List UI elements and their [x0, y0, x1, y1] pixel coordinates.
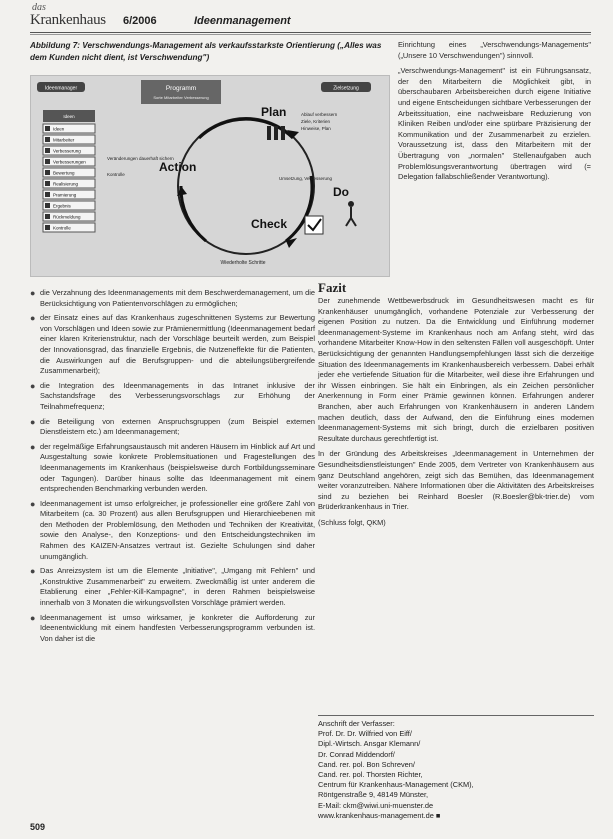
- bullet-icon: ●: [30, 380, 36, 391]
- bullet-icon: ●: [30, 612, 36, 623]
- list-bullet-icon: [45, 148, 50, 153]
- list-bullet-icon: [45, 214, 50, 219]
- stage-do: Do: [333, 185, 349, 199]
- pdca-figure: [30, 75, 390, 277]
- action-note-1: Veränderungen dauerhaft sichern: [107, 156, 174, 161]
- bullet-text: der regelmäßige Erfahrungsaustausch mit anderen Häusern im Hinblick auf Art und Ausgestaltung sowie konkrete Problemsituationen und Fragestellungen des Ideenmanagements im Krankenhaus (beispielsweise durch Fortbildungsseminare oder Tagungen). Darüber hinaus sollte das Ideenmanagement mit einem entsprechenden Benchmarking verbunden werden.: [40, 441, 315, 494]
- list-row-label: Ideen: [53, 126, 65, 132]
- author-line: Dr. Conrad Middendorf/: [318, 749, 395, 759]
- issue-number: 6/2006: [123, 15, 157, 27]
- paragraph: In der Gründung des Arbeitskreises „Ideenmanagement in Unternehmen der Gesundheitsdienstleistungen" Ende 2005, dem Vertreter von Krankenhäusern aus ganz Deutschland angehören, zeigt sich das Bemühen, das Ideenmanagement weiter voranzutreiben. Nähere Informationen über die Aktivitäten des Arbeitskreises sind zu beziehen bei Reinhard Boesler (R.Boesler@bk-trier.de) vom Brüderkrankenhaus in Trier.: [318, 449, 594, 512]
- author-line: Dipl.-Wirtsch. Ansgar Klemann/: [318, 739, 421, 749]
- list-row-label: Pramierung: [53, 192, 77, 198]
- bullet-icon: ●: [30, 498, 36, 509]
- bullet-text: Das Anreizsystem ist um die Elemente „Initiative", „Umgang mit Fehlern" und „Konstruktive Zusammenarbeit" zu erweitern. Zweckmäßig ist unter anderem die Etablierung einer „Fehler-Kill-Kampagne", in deren Rahmen beispielsweise innerhalb von 3 Monaten die wirkungsvollsten Vorschläge prämiert werden.: [40, 566, 315, 608]
- bullet-item: [30, 417, 315, 438]
- list-bullet-icon: [45, 137, 50, 142]
- list-bullet-icon: [45, 203, 50, 208]
- author-line: Anschrift der Verfasser:: [318, 719, 395, 728]
- list-bullet-icon: [45, 192, 50, 197]
- author-address-block: [318, 715, 594, 821]
- right-column-top: [398, 40, 591, 188]
- program-box: [141, 80, 221, 104]
- person-icon: [348, 201, 354, 207]
- list-row-label: Ergebnis: [53, 203, 71, 209]
- zielsetzung-label: Zielsetzung: [333, 85, 359, 92]
- page-number: 509: [30, 822, 46, 832]
- bullet-text: die Integration des Ideenmanagements in das Intranet inklusive der Sachstandsfrage des Verbesserungsvorschlags zur Erhöhung der Teilnahmefrequenz;: [40, 380, 315, 411]
- do-note: Umsetzung, Verbesserung: [279, 176, 333, 181]
- bullet-item: [30, 613, 315, 645]
- list-header: Ideen: [63, 114, 75, 119]
- bullet-item: [30, 381, 315, 413]
- pdca-diagram: [31, 76, 389, 276]
- list-row-label: Realisierung: [53, 181, 79, 187]
- fazit-column: [318, 296, 594, 533]
- stage-check: Check: [251, 217, 288, 231]
- magazine-logo: [30, 2, 126, 34]
- plan-note-3: Hinweise, Plan: [301, 126, 331, 131]
- program-sub: Sorte Mitarbeiter Verbesserung: [153, 95, 209, 100]
- header-rule: [30, 32, 591, 33]
- bullet-text: Ideenmanagement ist umso erfolgreicher, je professioneller eine größere Zahl von Mitarbeitern (ca. 30 Prozent) aus allen Berufsgruppen und Hierarchieebenen mit den Methoden der Problemlösung, den Methoden und Techniken der Kreativität, sowie den Analyse-, den Konzeptions- und den Entscheidungstechniken im Rahmen des KAIZEN-Ansatzes vertraut ist. Gezielte Schulungen sind daher unumgänglich.: [40, 498, 315, 561]
- figure-caption: Abbildung 7: Verschwendungs-Management als verkaufsstarkste Orientierung („Alles was dem Kunden nicht dient, ist Verschwendung"): [30, 41, 382, 62]
- logo-krankenhaus: Krankenhaus: [30, 12, 106, 28]
- bottom-label: Wiederholte Schritte: [220, 260, 266, 266]
- list-bullet-icon: [45, 181, 50, 186]
- ideenmanager-label: Ideenmanager: [44, 85, 78, 92]
- list-bullet-icon: [45, 126, 50, 131]
- paragraph: Einrichtung eines „Verschwendungs-Managements" („Unsere 10 Verschwendungen") sinnvoll.: [398, 40, 591, 60]
- bullet-item: [30, 442, 315, 495]
- rubric-title: Ideenmanagement: [194, 15, 291, 27]
- bullet-icon: ●: [30, 441, 36, 452]
- author-line: www.krankenhaus-management.de ■: [318, 810, 441, 820]
- section-heading-fazit: Fazit: [318, 280, 347, 295]
- author-line: E-Mail: ckm@wiwi.uni-muenster.de: [318, 800, 434, 810]
- list-row: [43, 124, 95, 133]
- bullet-item: [30, 288, 315, 309]
- logo-das: das: [32, 2, 46, 13]
- divider: [318, 715, 594, 716]
- list-row-label: Bewertung: [53, 170, 75, 176]
- bullet-icon: ●: [30, 288, 36, 298]
- program-title: Programm: [165, 85, 197, 92]
- author-line: Centrum für Krankenhaus-Management (CKM),: [318, 780, 474, 790]
- list-bullet-icon: [45, 170, 50, 175]
- author-line: Prof. Dr. Dr. Wilfried von Eiff/: [318, 729, 412, 739]
- action-note-2: Kontrolle: [107, 172, 125, 177]
- bullet-text: Ideenmanagement ist umso wirksamer, je konkreter die Aufforderung zur Ideenentwicklung mit einem handfesten Verbesserungsprogramm verbunden ist. Von daher ist die: [40, 612, 315, 643]
- header-rule-thin: [30, 34, 591, 35]
- plan-note-2: Ziele, Kriterien: [301, 119, 331, 124]
- list-bullet-icon: [45, 225, 50, 230]
- list-row-label: Mitarbeiter: [53, 137, 75, 143]
- list-row-label: Verbesserungen: [53, 159, 86, 165]
- paragraph: „Verschwendungs-Management" ist ein Führungsansatz, der den Mitarbeitern die Möglichkeit gibt, in überschaubaren Arbeitsbereichen durch eigene Initiative und eigene Entscheidungen sichtbare Verbesserungen der Arbeitssituation, eine nachweisbare Reduzierung von Kliniken Reiben und/oder eine spürbare Präzisierung der Kommunikation und der Zusammenarbeit zu erzielen. Voraussetzung ist, dass den Mitarbeitern mit der Übertragung von „normalen" Stellenaufgaben auch Problemlösungsverantwortung übertragen wird (= Delegation fallabschließender Verantwortung).: [398, 66, 591, 182]
- bullet-item: [30, 313, 315, 377]
- plan-note-1: Ablauf verbessern: [301, 112, 338, 117]
- list-row-label: Verbesserung: [53, 148, 81, 154]
- stage-action: Action: [159, 160, 197, 174]
- bullet-icon: ●: [30, 566, 36, 577]
- bullet-text: die Beteiligung von externen Anspruchsgruppen (zum Beispiel externen Dienstleistern etc.) am Ideenmanagement;: [40, 416, 315, 437]
- author-line: Cand. rer. pol. Thorsten Richter,: [318, 770, 423, 780]
- bullet-icon: ●: [30, 313, 36, 324]
- bullet-text: die Verzahnung des Ideenmanagements mit dem Beschwerdemanagement, um die Berücksichtigung von Patientenvorschlägen zu ermöglichen;: [40, 288, 315, 308]
- author-line: Cand. rer. pol. Bon Schreven/: [318, 759, 415, 769]
- left-column: [30, 288, 315, 648]
- bullet-text: der Einsatz eines auf das Krankenhaus zugeschnittenen Systems zur Bewertung von Vorschlägen und Ideen sowie zur Prämienermittlung (Ideenmanagement bedarf einer klaren Kriterienstruktur, nach der Vorschläge beurteilt werden, zum Beispiel der Innovationsgrad, das finanzielle Ergebnis, die Nutzeneffekte für die Patienten, die Auswirkungen auf die Berufsgruppen- und die abteilungsübergreifende Zusammenarbeit);: [40, 313, 315, 376]
- bullet-icon: ●: [30, 416, 36, 427]
- author-line: Röntgenstraße 9, 48149 Münster,: [318, 790, 429, 800]
- bullet-item: [30, 566, 315, 608]
- paragraph: (Schluss folgt, QKM): [318, 517, 386, 527]
- list-bullet-icon: [45, 159, 50, 164]
- bullet-item: [30, 499, 315, 563]
- paragraph: Der zunehmende Wettbewerbsdruck im Gesundheitswesen macht es für Krankenhäuser unumgänglich, vorhandene Potenziale zur Verbesserung der eigenen Position zu nutzen. Da die Entwicklung und Einführung moderner Ideenmanagement-Systeme im Krankenhaus noch am Anfang steht, wird das vorhandene Mitarbeiter Know-How in den seltensten Fällen voll ausgeschöpft. Unter Berücksichtigung der genannten Handlungsempfehlungen lässt sich die derzeitige Situation des Ideenmanagements im Krankenhausbereich verbessern. Dabei erhält jeder ehe vertiefende Situation für die Mitarbeiter, weil diese ihre Erfahrungen und ihr Wissen einbringen. Sie hält ein Einbringen, als ein Zeichen persönlicher Anerkennung in Form einer Prämie gewinnen können. Erfahrungen anderer Branchen, aber auch Erfahrungen von Krankenhäusern in anderen Ländern machen deutlich, dass der Aufwand, den die Einführung eines modernen Ideenmanagement-Systems mit sich bringt, durch die erzielbaren positiven Resultate durchaus gerechtfertigt ist.: [318, 296, 594, 443]
- stage-plan: Plan: [261, 105, 287, 119]
- list-row-label: Kontrolle: [53, 225, 71, 231]
- list-row-label: Rückmeldung: [53, 214, 81, 220]
